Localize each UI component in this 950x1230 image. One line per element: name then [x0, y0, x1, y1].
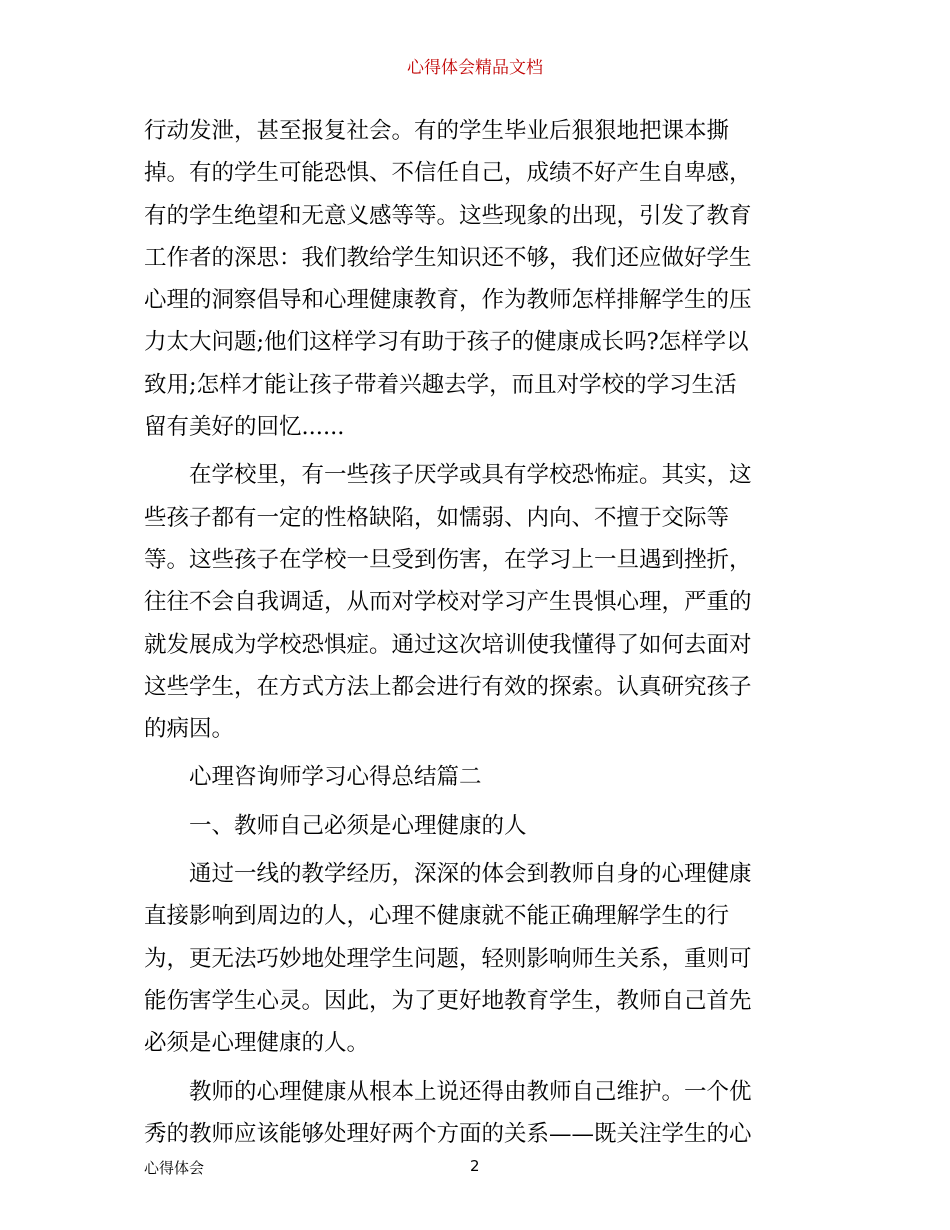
text-line: 为，更无法巧妙地处理学生问题，轻则影响师生关系，重则可: [144, 945, 752, 972]
paragraph-start-line: 教师的心理健康从根本上说还得由教师自己维护。一个优: [189, 1078, 752, 1105]
text-line: 致用;怎样才能让孩子带着兴趣去学，而且对学校的学习生活: [144, 371, 737, 398]
text-line: 必须是心理健康的人。: [144, 1030, 370, 1057]
paragraph-start-line: 通过一线的教学经历，深深的体会到教师自身的心理健康: [189, 861, 752, 888]
text-line: 秀的教师应该能够处理好两个方面的关系——既关注学生的心: [144, 1120, 752, 1147]
text-line: 掉。有的学生可能恐惧、不信任自己，成绩不好产生自卑感，: [144, 160, 752, 187]
text-line: 这些学生，在方式方法上都会进行有效的探索。认真研究孩子: [144, 673, 752, 700]
subsection-heading: 一、教师自己必须是心理健康的人: [189, 812, 527, 839]
document-body: [144, 110, 814, 1155]
text-line: 留有美好的回忆......: [144, 414, 345, 441]
text-line: 心理的洞察倡导和心理健康教育，作为教师怎样排解学生的压: [144, 287, 752, 314]
text-line: 往往不会自我调适，从而对学校对学习产生畏惧心理，严重的: [144, 589, 752, 616]
text-line: 等。这些孩子在学校一旦受到伤害，在学习上一旦遇到挫折，: [144, 546, 752, 573]
text-line: 行动发泄，甚至报复社会。有的学生毕业后狠狠地把课本撕: [144, 118, 730, 144]
text-line: 的病因。: [144, 716, 235, 743]
text-line: 工作者的深思：我们教给学生知识还不够，我们还应做好学生: [144, 244, 752, 271]
text-line: 有的学生绝望和无意义感等等。这些现象的出现，引发了教育: [144, 202, 752, 229]
page-header-title: 心得体会精品文档: [407, 58, 543, 78]
text-line: 能伤害学生心灵。因此，为了更好地教育学生，教师自己首先: [144, 987, 752, 1014]
text-line: 力太大问题;他们这样学习有助于孩子的健康成长吗?怎样学以: [144, 329, 749, 356]
page-number: 2: [470, 1157, 480, 1175]
footer-label: 心得体会: [144, 1159, 205, 1177]
text-line: 就发展成为学校恐惧症。通过这次培训使我懂得了如何去面对: [144, 631, 752, 658]
section-heading: 心理咨询师学习心得总结篇二: [189, 764, 482, 791]
text-line: 直接影响到周边的人，心理不健康就不能正确理解学生的行: [144, 903, 730, 930]
text-line: 些孩子都有一定的性格缺陷，如懦弱、内向、不擅于交际等: [144, 504, 730, 531]
paragraph-start-line: 在学校里，有一些孩子厌学或具有学校恐怖症。其实，这: [189, 462, 752, 489]
